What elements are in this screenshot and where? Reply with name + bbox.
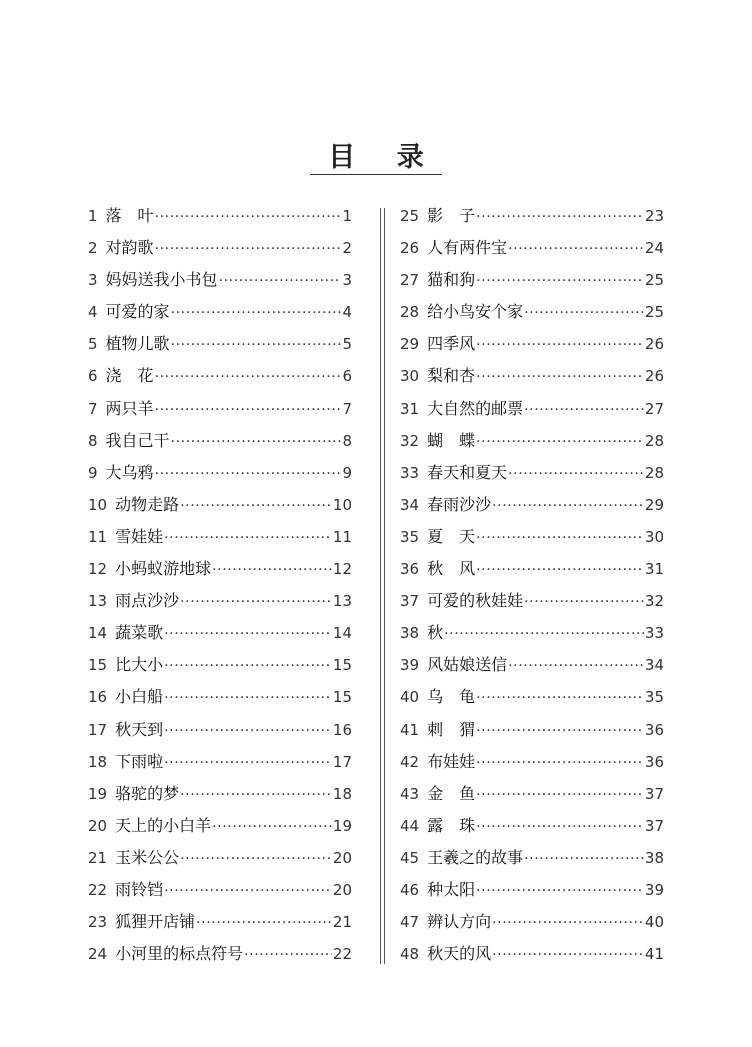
entry-page-number: 19 [332, 816, 352, 835]
dot-leader [164, 522, 332, 554]
dot-leader [164, 650, 332, 682]
toc-entry[interactable] [88, 649, 352, 681]
toc-entry[interactable] [400, 360, 664, 392]
entry-title: 辨认方向 [427, 912, 492, 932]
entry-number: 46 [400, 880, 420, 899]
column-divider-line [380, 208, 381, 964]
entry-page-number: 15 [332, 656, 352, 675]
entry-title: 蔬菜歌 [115, 623, 164, 643]
entry-number: 40 [400, 688, 420, 707]
dot-leader [476, 779, 644, 811]
entry-page-number: 25 [644, 271, 664, 290]
entry-page-number: 40 [644, 913, 664, 932]
title-underline [310, 174, 442, 175]
entry-page-number: 3 [342, 271, 352, 290]
toc-entry[interactable] [400, 906, 664, 938]
dot-leader [492, 907, 644, 939]
entry-page-number: 22 [332, 945, 352, 964]
dot-leader [180, 779, 332, 811]
entry-number: 31 [400, 399, 420, 418]
toc-entry[interactable] [400, 714, 664, 746]
entry-page-number: 1 [342, 207, 352, 225]
entry-number: 1 [88, 207, 98, 225]
entry-title: 影 子 [427, 206, 476, 225]
entry-title: 乌 龟 [427, 687, 476, 707]
entry-number: 8 [88, 431, 98, 450]
dot-leader [180, 490, 332, 522]
toc-entry[interactable] [400, 264, 664, 296]
entry-page-number: 10 [332, 495, 352, 514]
dot-leader [524, 586, 644, 618]
entry-title: 风姑娘送信 [427, 655, 508, 675]
toc-entry[interactable] [88, 393, 352, 425]
entry-title: 种太阳 [427, 879, 476, 899]
page-title: 目 录 [328, 142, 440, 173]
toc-right-column [400, 200, 664, 970]
toc-entry[interactable] [88, 585, 352, 617]
entry-number: 18 [88, 752, 108, 771]
dot-leader [180, 586, 332, 618]
entry-number: 48 [400, 945, 420, 964]
entry-number: 17 [88, 720, 108, 739]
entry-number: 41 [400, 720, 420, 739]
entry-number: 19 [88, 784, 108, 803]
entry-number: 6 [88, 367, 98, 386]
entry-page-number: 41 [644, 945, 664, 964]
toc-entry[interactable] [400, 778, 664, 810]
toc-entry[interactable] [400, 457, 664, 489]
entry-number: 7 [88, 399, 98, 418]
toc-entry[interactable] [400, 553, 664, 585]
entry-title: 蝴 蝶 [427, 430, 476, 450]
toc-entry[interactable] [400, 649, 664, 681]
toc-entry[interactable] [88, 489, 352, 521]
entry-title: 玉米公公 [115, 847, 180, 867]
entry-number: 11 [88, 527, 108, 546]
entry-title: 四季风 [427, 334, 476, 354]
dot-leader [476, 426, 644, 458]
entry-page-number: 8 [342, 431, 352, 450]
entry-number: 39 [400, 656, 420, 675]
entry-number: 32 [400, 431, 420, 450]
toc-entry[interactable] [400, 200, 664, 232]
dot-leader [219, 265, 342, 297]
toc-entry[interactable] [400, 296, 664, 328]
entry-title: 对韵歌 [105, 238, 154, 258]
dot-leader [524, 394, 644, 426]
entry-page-number: 14 [332, 624, 352, 643]
entry-title: 露 珠 [427, 815, 476, 835]
toc-left-column [88, 200, 352, 970]
entry-title: 天上的小白羊 [115, 815, 212, 835]
toc-entry[interactable] [400, 232, 664, 264]
entry-title: 比大小 [115, 655, 164, 675]
dot-leader [155, 458, 342, 490]
dot-leader [508, 650, 644, 682]
dot-leader [164, 875, 332, 907]
dot-leader [476, 554, 644, 586]
entry-number: 35 [400, 527, 420, 546]
entry-number: 10 [88, 495, 108, 514]
entry-title: 小白船 [115, 687, 164, 707]
entry-title: 给小鸟安个家 [427, 302, 524, 322]
entry-page-number: 20 [332, 880, 352, 899]
dot-leader [524, 297, 644, 329]
dot-leader [508, 233, 644, 265]
entry-number: 42 [400, 752, 420, 771]
entry-title: 下雨啦 [115, 751, 164, 771]
dot-leader [476, 715, 644, 747]
entry-title: 大乌鸦 [105, 462, 154, 482]
dot-leader [171, 297, 342, 329]
entry-page-number: 11 [332, 527, 352, 546]
entry-title: 浇 花 [105, 366, 154, 386]
entry-page-number: 27 [644, 399, 664, 418]
entry-page-number: 26 [644, 367, 664, 386]
entry-title: 小蚂蚁游地球 [115, 559, 212, 579]
entry-title: 妈妈送我小书包 [105, 270, 218, 290]
entry-title: 金 鱼 [427, 783, 476, 803]
entry-page-number: 4 [342, 303, 352, 322]
entry-page-number: 13 [332, 592, 352, 611]
toc-entry[interactable] [400, 585, 664, 617]
entry-page-number: 20 [332, 848, 352, 867]
entry-number: 26 [400, 239, 420, 258]
dot-leader [476, 265, 644, 297]
entry-number: 3 [88, 271, 98, 290]
toc-entry[interactable] [88, 521, 352, 553]
toc-entry[interactable] [400, 393, 664, 425]
entry-number: 25 [400, 207, 420, 225]
dot-leader [155, 394, 342, 426]
entry-title: 雨铃铛 [115, 879, 164, 899]
toc-entry[interactable] [88, 264, 352, 296]
dot-leader [155, 361, 342, 393]
entry-title: 秋 [427, 623, 444, 643]
toc-entry[interactable] [88, 842, 352, 874]
entry-title: 狐狸开店铺 [115, 912, 196, 932]
toc-entry[interactable] [88, 810, 352, 842]
entry-page-number: 37 [644, 816, 664, 835]
dot-leader [476, 682, 644, 714]
dot-leader [155, 201, 342, 233]
toc-entry[interactable] [88, 457, 352, 489]
entry-page-number: 15 [332, 688, 352, 707]
dot-leader [476, 522, 644, 554]
dot-leader [164, 682, 332, 714]
entry-number: 47 [400, 913, 420, 932]
toc-entry[interactable] [88, 938, 352, 970]
entry-page-number: 16 [332, 720, 352, 739]
entry-title: 落 叶 [105, 206, 154, 225]
entry-page-number: 29 [644, 495, 664, 514]
entry-number: 20 [88, 816, 108, 835]
entry-number: 21 [88, 848, 108, 867]
entry-title: 王羲之的故事 [427, 847, 524, 867]
entry-number: 16 [88, 688, 108, 707]
dot-leader [476, 329, 644, 361]
entry-title: 可爱的家 [105, 302, 170, 322]
entry-number: 43 [400, 784, 420, 803]
toc-entry[interactable] [88, 746, 352, 778]
entry-number: 34 [400, 495, 420, 514]
entry-page-number: 33 [644, 624, 664, 643]
dot-leader [212, 811, 332, 843]
toc-entry[interactable] [400, 521, 664, 553]
entry-page-number: 26 [644, 335, 664, 354]
entry-title: 动物走路 [115, 494, 180, 514]
dot-leader [476, 811, 644, 843]
entry-number: 29 [400, 335, 420, 354]
entry-title: 人有两件宝 [427, 238, 508, 258]
dot-leader [476, 201, 644, 233]
toc-entry[interactable] [88, 360, 352, 392]
entry-number: 23 [88, 913, 108, 932]
toc-entry[interactable] [400, 810, 664, 842]
entry-number: 37 [400, 592, 420, 611]
dot-leader [164, 715, 332, 747]
toc-entry[interactable] [88, 778, 352, 810]
entry-number: 24 [88, 945, 108, 964]
dot-leader [244, 939, 332, 971]
entry-title: 刺 猬 [427, 719, 476, 739]
entry-page-number: 9 [342, 463, 352, 482]
entry-number: 36 [400, 560, 420, 579]
toc-entry[interactable] [88, 714, 352, 746]
dot-leader [476, 361, 644, 393]
dot-leader [444, 618, 644, 650]
entry-number: 28 [400, 303, 420, 322]
entry-number: 5 [88, 335, 98, 354]
entry-number: 45 [400, 848, 420, 867]
entry-page-number: 37 [644, 784, 664, 803]
dot-leader [476, 747, 644, 779]
dot-leader [476, 875, 644, 907]
entry-number: 12 [88, 560, 108, 579]
dot-leader [524, 843, 644, 875]
entry-page-number: 32 [644, 592, 664, 611]
dot-leader [196, 907, 332, 939]
entry-title: 秋 风 [427, 559, 476, 579]
toc-entry[interactable] [400, 681, 664, 713]
entry-page-number: 35 [644, 688, 664, 707]
entry-title: 两只羊 [105, 398, 154, 418]
toc-entry[interactable] [88, 232, 352, 264]
toc-entry[interactable] [88, 874, 352, 906]
dot-leader [492, 939, 644, 971]
dot-leader [212, 554, 332, 586]
entry-title: 春天和夏天 [427, 462, 508, 482]
toc-entry[interactable] [400, 874, 664, 906]
toc-entry[interactable] [88, 200, 352, 232]
entry-number: 13 [88, 592, 108, 611]
toc-entry[interactable] [400, 842, 664, 874]
entry-page-number: 28 [644, 463, 664, 482]
entry-number: 2 [88, 239, 98, 258]
entry-page-number: 2 [342, 239, 352, 258]
column-divider-line [384, 208, 385, 964]
entry-number: 14 [88, 624, 108, 643]
toc-entry[interactable] [88, 553, 352, 585]
entry-title: 骆驼的梦 [115, 783, 180, 803]
entry-page-number: 21 [332, 913, 352, 932]
dot-leader [164, 747, 332, 779]
entry-title: 植物儿歌 [105, 334, 170, 354]
entry-page-number: 28 [644, 431, 664, 450]
dot-leader [164, 618, 332, 650]
entry-page-number: 36 [644, 752, 664, 771]
entry-number: 27 [400, 271, 420, 290]
entry-page-number: 24 [644, 239, 664, 258]
entry-page-number: 31 [644, 560, 664, 579]
entry-page-number: 25 [644, 303, 664, 322]
entry-page-number: 12 [332, 560, 352, 579]
entry-number: 22 [88, 880, 108, 899]
entry-page-number: 17 [332, 752, 352, 771]
entry-title: 秋天的风 [427, 944, 492, 964]
dot-leader [180, 843, 332, 875]
entry-title: 春雨沙沙 [427, 494, 492, 514]
entry-number: 44 [400, 816, 420, 835]
entry-page-number: 39 [644, 880, 664, 899]
entry-number: 33 [400, 463, 420, 482]
entry-title: 夏 天 [427, 526, 476, 546]
entry-title: 雨点沙沙 [115, 591, 180, 611]
entry-page-number: 36 [644, 720, 664, 739]
toc-entry[interactable] [400, 617, 664, 649]
entry-title: 我自己干 [105, 430, 170, 450]
entry-number: 9 [88, 463, 98, 482]
toc-entry[interactable] [88, 906, 352, 938]
toc-entry[interactable] [400, 328, 664, 360]
entry-number: 4 [88, 303, 98, 322]
dot-leader [171, 329, 342, 361]
entry-number: 30 [400, 367, 420, 386]
toc-entry[interactable] [88, 681, 352, 713]
entry-number: 38 [400, 624, 420, 643]
dot-leader [508, 458, 644, 490]
entry-title: 小河里的标点符号 [115, 944, 244, 964]
toc-entry[interactable] [400, 489, 664, 521]
toc-entry[interactable] [400, 746, 664, 778]
entry-title: 布娃娃 [427, 751, 476, 771]
entry-title: 梨和杏 [427, 366, 476, 386]
entry-page-number: 30 [644, 527, 664, 546]
entry-title: 可爱的秋娃娃 [427, 591, 524, 611]
entry-title: 雪娃娃 [115, 526, 164, 546]
dot-leader [171, 426, 342, 458]
dot-leader [155, 233, 342, 265]
toc-entry[interactable] [88, 296, 352, 328]
entry-number: 15 [88, 656, 108, 675]
toc-entry[interactable] [400, 425, 664, 457]
entry-page-number: 6 [342, 367, 352, 386]
entry-page-number: 34 [644, 656, 664, 675]
entry-page-number: 23 [644, 207, 664, 225]
toc-entry[interactable] [400, 938, 664, 970]
entry-page-number: 38 [644, 848, 664, 867]
entry-page-number: 18 [332, 784, 352, 803]
entry-page-number: 7 [342, 399, 352, 418]
entry-title: 秋天到 [115, 719, 164, 739]
toc-entry[interactable] [88, 425, 352, 457]
entry-page-number: 5 [342, 335, 352, 354]
toc-entry[interactable] [88, 328, 352, 360]
entry-title: 大自然的邮票 [427, 398, 524, 418]
dot-leader [492, 490, 644, 522]
toc-entry[interactable] [88, 617, 352, 649]
entry-title: 猫和狗 [427, 270, 476, 290]
